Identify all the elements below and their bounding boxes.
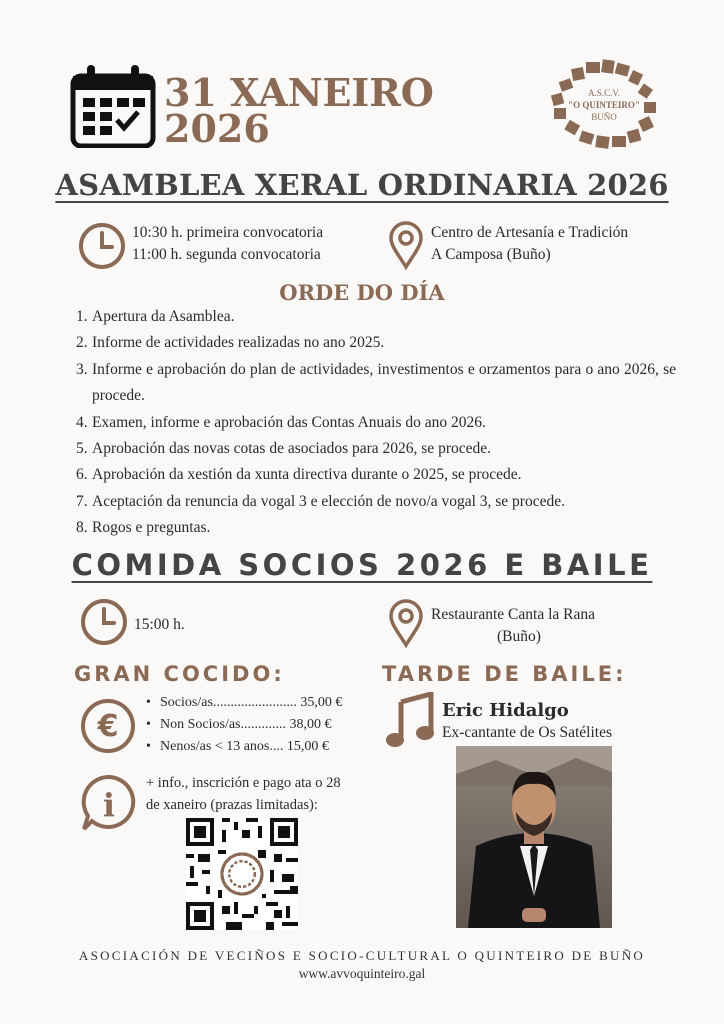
item-text: Informe e aprobación do plan de actividades, investimentos e orzamentos para o ano 2026, se procede. [92, 360, 676, 405]
location-pin-icon [388, 220, 424, 275]
logo-text-1: A.S.C.V. [588, 88, 620, 98]
list-item [76, 410, 676, 436]
list-item [76, 489, 676, 515]
logo-text-3: BUÑO [591, 112, 617, 122]
clock-icon [78, 222, 126, 275]
price-item: • Nenos/as < 13 anos.... 15,00 € [146, 736, 342, 758]
svg-text:€: € [97, 709, 119, 744]
item-number: 3. [76, 360, 88, 378]
list-item [76, 436, 676, 462]
list-item [76, 357, 676, 410]
item-number: 1. [76, 308, 88, 325]
artist-photo [456, 746, 612, 928]
list-item [76, 304, 676, 330]
assembly-place-2: A Camposa (Buño) [431, 246, 551, 263]
baile-title: TARDE DE BAILE: [382, 662, 627, 686]
lunch-time: 15:00 h. [134, 616, 185, 633]
lunch-place-1: Restaurante Canta la Rana [431, 606, 595, 623]
info-line-2: de xaneiro (prazas limitadas): [146, 797, 318, 813]
info-line-1: + info., inscrición e pago ata o 28 [146, 775, 341, 791]
item-number: 7. [76, 492, 88, 510]
agenda-title: ORDE DO DÍA [279, 280, 445, 305]
agenda-list [76, 304, 676, 542]
lunch-place-2: (Buño) [497, 628, 541, 645]
footer-association: ASOCIACIÓN DE VECIÑOS E SOCIO-CULTURAL O QUINTEIRO DE BUÑO [78, 948, 646, 963]
lunch-title: COMIDA SOCIOS 2026 E BAILE [71, 548, 653, 582]
euro-icon [80, 698, 136, 759]
item-text: Aprobación da xestión da xunta directiva durante o 2025, se procede. [92, 466, 522, 484]
assembly-title: ASAMBLEA XERAL ORDINARIA 2026 [55, 168, 669, 202]
item-number: 8. [76, 519, 88, 537]
item-number: 6. [76, 466, 88, 484]
association-logo [546, 56, 662, 152]
qr-code[interactable] [186, 818, 298, 935]
footer-website[interactable]: www.avvoquinteiro.gal [298, 966, 426, 981]
calendar-check-icon [70, 64, 156, 148]
location-pin-icon [388, 598, 424, 653]
assembly-time-2: 11:00 h. segunda convocatoria [132, 246, 321, 263]
item-text: Aceptación da renuncia da vogal 3 e elección de novo/a vogal 3, se procede. [92, 492, 565, 510]
artist-description: Ex-cantante de Os Satélites [442, 724, 613, 741]
cocido-title: GRAN COCIDO: [74, 662, 285, 686]
item-number: 4. [76, 413, 88, 431]
list-item [76, 462, 676, 488]
info-icon [80, 774, 136, 837]
item-text: Aprobación das novas cotas de asociados para 2026, se procede. [92, 440, 491, 458]
assembly-place-1: Centro de Artesanía e Tradición [431, 224, 629, 241]
item-text: Examen, informe e aprobación das Contas Anuais do ano 2026. [92, 413, 486, 431]
music-note-icon [385, 692, 435, 755]
list-item [76, 515, 676, 541]
artist-name: Eric Hidalgo [442, 700, 569, 721]
assembly-time-1: 10:30 h. primeira convocatoria [132, 224, 324, 241]
svg-text:i: i [102, 786, 116, 824]
item-number: 5. [76, 440, 88, 458]
price-item: • Socios/as........................ 35,00 € [146, 692, 342, 714]
clock-icon [80, 598, 128, 651]
item-text: Informe de actividades realizadas no ano 2025. [92, 334, 385, 352]
price-item: • Non Socios/as............. 38,00 € [146, 714, 342, 736]
date-line-1: 31 XANEIRO [164, 70, 434, 115]
item-number: 2. [76, 334, 88, 352]
item-text: Rogos e preguntas. [92, 519, 211, 537]
price-list [146, 692, 342, 758]
logo-text-2: "O QUINTEIRO" [568, 100, 640, 110]
date-line-2: 2026 [164, 106, 270, 151]
item-text: Apertura da Asamblea. [92, 308, 235, 325]
list-item [76, 330, 676, 356]
